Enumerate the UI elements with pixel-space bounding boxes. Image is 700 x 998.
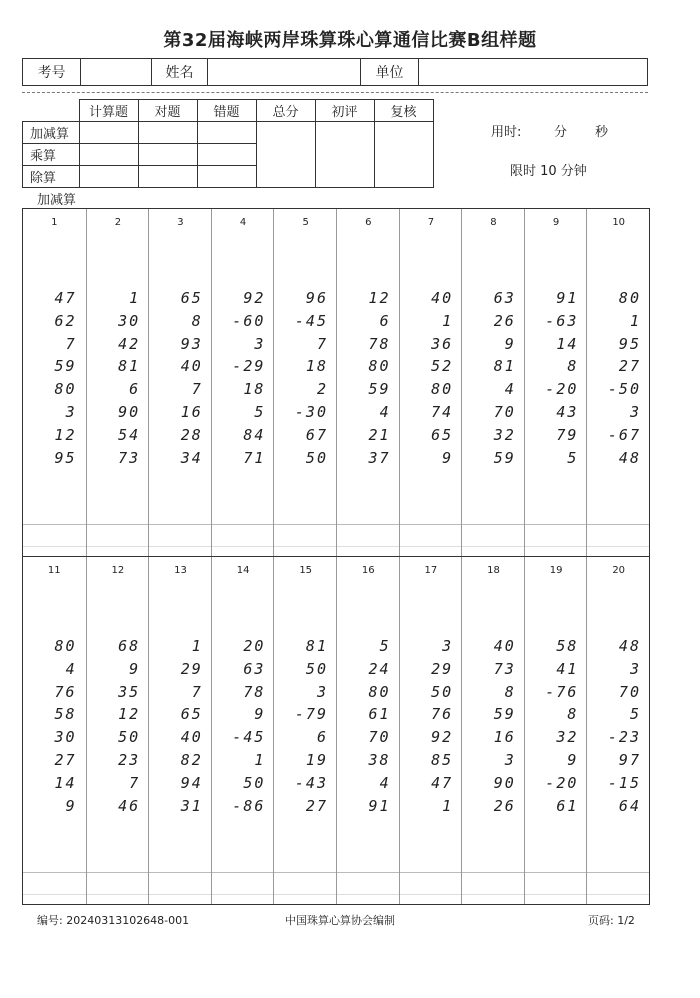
problem-value: 76	[431, 705, 454, 724]
answer-box[interactable]	[462, 525, 525, 555]
problem-value: 50	[305, 448, 328, 467]
problem-value: 8	[191, 311, 203, 330]
problem-number: 4	[239, 217, 247, 228]
exam-no-label: 考号	[23, 59, 81, 86]
answer-box[interactable]	[462, 873, 525, 903]
time-used-label: 用时:	[491, 125, 522, 140]
header-correct: 对题	[138, 100, 197, 122]
problem-value: 26	[493, 311, 516, 330]
footer-page: 页码: 1/2	[588, 914, 635, 927]
answer-box[interactable]	[525, 525, 588, 555]
problem-value: 74	[431, 403, 454, 421]
problem-value: 82	[180, 751, 203, 769]
problem-value: 70	[368, 728, 391, 747]
time-used-minutes: 分	[554, 125, 568, 140]
problem-number: 7	[427, 217, 435, 228]
problem-value: 9	[254, 705, 266, 724]
problem-value: 50	[118, 728, 141, 747]
problem-value: 73	[493, 659, 516, 678]
problem-value: 31	[180, 796, 203, 815]
problem-value: 7	[129, 773, 141, 792]
problem-value: 81	[118, 357, 141, 376]
problem-value: 1	[629, 311, 641, 330]
problem-value: 46	[118, 796, 141, 815]
problem-column	[148, 209, 212, 556]
problem-number: 15	[299, 565, 313, 576]
header-first-review: 初评	[315, 100, 374, 122]
problem-value: 9	[504, 334, 516, 353]
answer-box[interactable]	[87, 873, 150, 903]
problem-value: -86	[232, 796, 266, 815]
problem-value: 92	[243, 289, 266, 307]
problem-value: 20	[243, 637, 266, 655]
problem-value: 64	[618, 796, 641, 815]
problem-column	[586, 557, 650, 904]
problem-value: 1	[442, 311, 454, 330]
problem-value: 85	[431, 751, 454, 769]
problem-value: -20	[545, 773, 579, 792]
problem-value: 92	[431, 728, 454, 747]
problem-value: 80	[368, 682, 391, 701]
problem-value: 3	[65, 403, 77, 421]
problem-column	[461, 209, 525, 556]
problem-number: 17	[424, 565, 438, 576]
problem-value: 3	[629, 659, 641, 678]
problem-number: 13	[174, 565, 187, 576]
problem-number: 2	[114, 217, 122, 228]
total-cell[interactable]	[256, 122, 315, 188]
problem-value: 48	[618, 448, 641, 467]
problem-value: 61	[368, 705, 391, 724]
recheck-cell[interactable]	[374, 122, 433, 188]
problem-value: 59	[54, 357, 77, 376]
problem-value: 90	[118, 403, 141, 421]
problem-value: 71	[243, 448, 266, 467]
row-label-addsub: 加减算	[23, 122, 80, 144]
problem-value: 81	[305, 637, 328, 655]
problem-column	[273, 209, 337, 556]
problem-value: 59	[493, 448, 516, 467]
problem-value: 40	[180, 728, 203, 747]
problem-value: 1	[254, 751, 266, 769]
problem-value: 3	[629, 403, 641, 421]
problem-number: 18	[487, 565, 500, 576]
problem-number: 5	[302, 217, 309, 228]
problem-value: 7	[65, 334, 77, 353]
problem-column	[23, 209, 86, 556]
problem-value: 80	[618, 289, 641, 307]
problem-value: 6	[316, 728, 328, 747]
problem-value: 63	[243, 659, 266, 678]
problem-value: 50	[243, 773, 266, 792]
problem-value: 78	[368, 334, 391, 353]
problem-number: 19	[549, 565, 563, 576]
problem-value: 18	[243, 380, 266, 399]
problem-value: 58	[556, 637, 579, 655]
problem-value: 65	[180, 705, 203, 724]
problem-value: 40	[180, 357, 203, 376]
problem-value: 32	[493, 425, 516, 444]
problem-value: -50	[607, 380, 641, 399]
time-limit: 限时 10 分钟	[510, 164, 587, 179]
problem-value: -45	[232, 728, 266, 747]
problem-value: 3	[254, 334, 266, 353]
problem-value: 48	[618, 637, 641, 655]
problem-value: 90	[493, 773, 516, 792]
score-cell[interactable]	[79, 122, 138, 144]
score-cell[interactable]	[138, 144, 197, 166]
problem-column	[399, 557, 463, 904]
problem-value: 4	[65, 659, 77, 678]
problem-value: 95	[618, 334, 641, 353]
problem-value: 61	[556, 796, 579, 815]
problem-value: 1	[129, 289, 141, 307]
problem-column	[148, 557, 212, 904]
problem-value: 79	[556, 425, 579, 444]
name-field[interactable]	[208, 59, 361, 86]
problem-column	[524, 557, 588, 904]
section-label: 加减算	[37, 193, 77, 208]
score-cell[interactable]	[138, 166, 197, 188]
problem-value: -20	[545, 380, 579, 399]
problem-value: 93	[180, 334, 203, 353]
problem-value: -43	[294, 773, 328, 792]
problem-value: 95	[54, 448, 77, 467]
answer-box[interactable]	[212, 525, 275, 555]
problem-value: 3	[442, 637, 454, 655]
problem-value: 91	[368, 796, 391, 815]
problem-value: 47	[54, 289, 77, 307]
problem-value: -23	[607, 728, 641, 747]
problem-value: 50	[431, 682, 454, 701]
problem-column	[336, 557, 400, 904]
answer-box[interactable]	[23, 525, 86, 555]
problem-value: 1	[191, 637, 203, 655]
problem-column	[211, 557, 275, 904]
problem-number: 16	[361, 565, 375, 576]
problem-value: 94	[180, 773, 203, 792]
problem-value: 5	[254, 403, 266, 421]
problem-value: 18	[305, 357, 328, 376]
score-cell[interactable]	[79, 144, 138, 166]
problem-value: 27	[305, 796, 328, 815]
problem-number: 14	[236, 565, 250, 576]
problem-block-1	[22, 208, 650, 557]
answer-box[interactable]	[587, 873, 650, 903]
unit-label: 单位	[361, 59, 419, 86]
problem-value: 41	[556, 659, 579, 678]
problem-value: 38	[368, 751, 391, 769]
problem-number: 9	[552, 217, 560, 228]
answer-box[interactable]	[212, 873, 275, 903]
problem-value: 63	[493, 289, 516, 307]
page-title: 第32届海峡两岸珠算珠心算通信比赛B组样题	[163, 30, 537, 51]
problem-number: 12	[111, 565, 125, 576]
score-cell[interactable]	[138, 122, 197, 144]
problem-value: 76	[54, 682, 77, 701]
answer-box[interactable]	[274, 873, 337, 903]
score-cell[interactable]	[79, 166, 138, 188]
problem-value: 28	[180, 425, 203, 444]
problem-value: 8	[504, 682, 516, 701]
problem-value: 40	[431, 289, 454, 307]
problem-value: 78	[243, 682, 266, 701]
problem-value: 50	[305, 659, 328, 678]
problem-value: 19	[305, 751, 328, 769]
problem-value: 81	[493, 357, 516, 376]
problem-value: 5	[629, 705, 641, 724]
problem-value: 68	[118, 637, 141, 655]
footer-serial: 编号: 20240313102648-001	[37, 914, 190, 927]
problem-value: -76	[545, 682, 579, 701]
problem-value: 65	[180, 289, 203, 307]
problem-value: -60	[232, 311, 266, 330]
score-cell[interactable]	[197, 166, 256, 188]
problem-value: 6	[379, 311, 391, 330]
row-label-divide: 除算	[23, 166, 80, 188]
problem-value: 80	[54, 380, 77, 399]
problem-value: 24	[368, 659, 391, 678]
problem-column	[23, 557, 86, 904]
problem-value: 42	[118, 334, 141, 353]
answer-box[interactable]	[337, 873, 400, 903]
problem-column	[211, 209, 275, 556]
problem-value: 2	[316, 380, 328, 399]
answer-box[interactable]	[587, 525, 650, 555]
answer-box[interactable]	[400, 873, 463, 903]
problem-column	[586, 209, 650, 556]
problem-value: 5	[379, 637, 391, 655]
problem-value: 29	[431, 659, 454, 678]
answer-box[interactable]	[87, 525, 150, 555]
problem-value: 4	[379, 403, 391, 421]
header-wrong: 错题	[197, 100, 256, 122]
problem-value: 7	[316, 334, 328, 353]
problem-value: 52	[431, 357, 454, 376]
answer-box[interactable]	[23, 873, 86, 903]
problem-value: 34	[180, 448, 203, 467]
problem-value: -67	[607, 425, 641, 444]
header-total: 总分	[256, 100, 315, 122]
problem-value: 97	[618, 751, 641, 769]
problem-value: 70	[493, 403, 516, 421]
problem-value: 40	[493, 637, 516, 655]
candidate-info-table	[22, 58, 648, 86]
problem-column	[524, 209, 588, 556]
time-used-seconds: 秒	[595, 125, 609, 140]
problem-value: 35	[118, 682, 141, 701]
answer-box[interactable]	[149, 873, 212, 903]
problem-value: 9	[65, 796, 77, 815]
cut-line	[22, 92, 648, 93]
problem-value: 43	[556, 403, 579, 421]
problem-value: 7	[191, 380, 203, 399]
problem-value: 4	[504, 380, 516, 399]
exam-no-field[interactable]	[81, 59, 152, 86]
problem-value: 1	[442, 796, 454, 815]
problem-value: 8	[567, 357, 579, 376]
problem-value: 7	[191, 682, 203, 701]
problem-value: 12	[54, 425, 77, 444]
answer-box[interactable]	[149, 525, 212, 555]
problem-value: 27	[54, 751, 77, 769]
problem-value: 14	[54, 773, 77, 792]
answer-box[interactable]	[337, 525, 400, 555]
answer-box[interactable]	[525, 873, 588, 903]
answer-box[interactable]	[400, 525, 463, 555]
problem-value: -45	[294, 311, 328, 330]
problem-value: 3	[504, 751, 516, 769]
problem-value: 30	[118, 311, 141, 330]
score-cell[interactable]	[197, 122, 256, 144]
score-corner	[23, 100, 80, 122]
problem-value: -79	[294, 705, 328, 724]
problem-value: 29	[180, 659, 203, 678]
problem-number: 8	[490, 217, 497, 228]
problem-value: 91	[556, 289, 579, 307]
problem-value: 12	[368, 289, 391, 307]
problem-value: 67	[305, 425, 328, 444]
problem-number: 6	[365, 217, 372, 228]
problem-value: 80	[54, 637, 77, 655]
problem-value: 62	[54, 311, 77, 330]
problem-value: 73	[118, 448, 141, 467]
problem-column	[273, 557, 337, 904]
problem-value: 27	[618, 357, 641, 376]
problem-column	[399, 209, 463, 556]
problem-value: -29	[232, 357, 266, 376]
problem-value: 9	[442, 448, 454, 467]
problem-value: 32	[556, 728, 579, 747]
problem-value: 54	[118, 425, 141, 444]
score-cell[interactable]	[197, 144, 256, 166]
score-table	[22, 99, 434, 188]
header-recheck: 复核	[374, 100, 433, 122]
problem-column	[336, 209, 400, 556]
problem-value: 9	[129, 659, 141, 678]
problem-value: 80	[368, 357, 391, 376]
problem-column	[461, 557, 525, 904]
problem-value: 70	[618, 682, 641, 701]
problem-number: 11	[47, 565, 61, 576]
problem-value: 8	[567, 705, 579, 724]
name-label: 姓名	[152, 59, 208, 86]
problem-value: 80	[431, 380, 454, 399]
problem-value: 47	[431, 773, 454, 792]
unit-field[interactable]	[419, 59, 648, 86]
problem-number: 1	[51, 217, 58, 228]
problem-value: 6	[129, 380, 141, 399]
problem-value: 84	[243, 425, 266, 444]
problem-column	[86, 557, 150, 904]
problem-value: -30	[294, 403, 328, 421]
problem-value: -63	[545, 311, 579, 330]
problem-value: 59	[493, 705, 516, 724]
problem-value: 12	[118, 705, 141, 724]
problem-value: 96	[305, 289, 328, 307]
problem-value: 14	[556, 334, 579, 353]
problem-value: 3	[316, 682, 328, 701]
problem-value: 30	[54, 728, 77, 747]
problem-number: 20	[612, 565, 626, 576]
row-label-multiply: 乘算	[23, 144, 80, 166]
problem-value: 23	[118, 751, 141, 769]
problem-value: 65	[431, 425, 454, 444]
problem-value: 4	[379, 773, 391, 792]
problem-value: 37	[368, 448, 391, 467]
problem-value: 16	[493, 728, 516, 747]
problem-value: 21	[368, 425, 391, 444]
problem-column	[86, 209, 150, 556]
first-review-cell[interactable]	[315, 122, 374, 188]
answer-box[interactable]	[274, 525, 337, 555]
problem-block-2	[22, 556, 650, 905]
problem-value: 16	[180, 403, 203, 421]
problem-value: -15	[607, 773, 641, 792]
problem-value: 59	[368, 380, 391, 399]
problem-value: 26	[493, 796, 516, 815]
problem-number: 10	[612, 217, 626, 228]
problem-value: 9	[567, 751, 579, 769]
problem-value: 58	[54, 705, 77, 724]
header-problem-type: 计算题	[79, 100, 138, 122]
problem-number: 3	[177, 217, 184, 228]
footer-publisher: 中国珠算心算协会编制	[285, 914, 395, 927]
problem-value: 36	[431, 334, 454, 353]
problem-value: 5	[567, 448, 579, 467]
